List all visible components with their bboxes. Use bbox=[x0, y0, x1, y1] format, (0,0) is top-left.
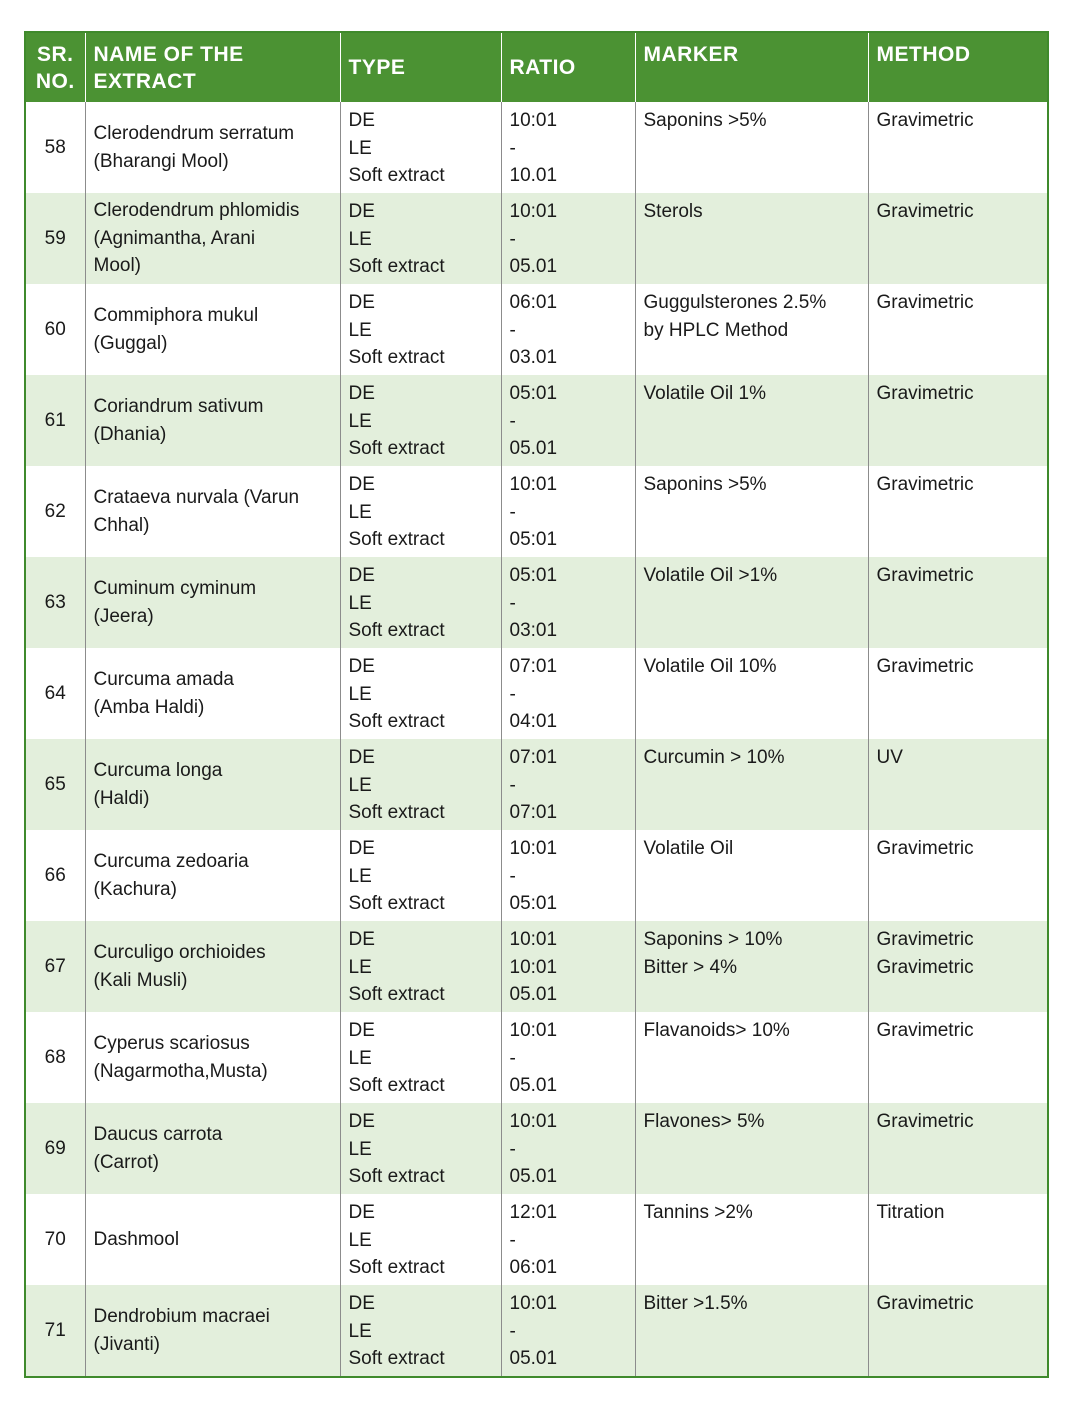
cell-type-line: Soft extract bbox=[348, 984, 445, 1005]
cell-extract-name bbox=[85, 1103, 340, 1194]
cell-ratio-line: - bbox=[509, 592, 516, 614]
cell-sr-no: 62 bbox=[25, 466, 85, 557]
cell-sr-no: 59 bbox=[25, 193, 85, 284]
cell-extract-name-line: Commiphora mukul bbox=[93, 305, 259, 326]
cell-type-line: Soft extract bbox=[348, 1075, 445, 1096]
cell-ratio-line: - bbox=[509, 1047, 516, 1069]
cell-method bbox=[868, 1103, 1048, 1194]
cell-sr-no: 63 bbox=[25, 557, 85, 648]
cell-ratio-line: 10:01 bbox=[509, 201, 558, 222]
cell-ratio-line: - bbox=[509, 319, 516, 341]
cell-ratio bbox=[501, 102, 635, 193]
cell-ratio-line: 10:01 bbox=[509, 1111, 558, 1132]
cell-method-line: Titration bbox=[876, 1202, 945, 1223]
cell-extract-name bbox=[85, 830, 340, 921]
cell-type-line: DE bbox=[348, 1111, 375, 1132]
cell-extract-name bbox=[85, 557, 340, 648]
header-name bbox=[85, 32, 340, 102]
cell-ratio-line: 05.01 bbox=[509, 1075, 558, 1096]
cell-ratio-line: 07:01 bbox=[509, 802, 558, 823]
cell-type-line: DE bbox=[348, 383, 375, 404]
cell-extract-name bbox=[85, 193, 340, 284]
cell-extract-name-line: (Jivanti) bbox=[93, 1333, 161, 1355]
cell-marker bbox=[635, 648, 868, 739]
cell-marker bbox=[635, 1012, 868, 1103]
cell-marker-line: Saponins > 10% bbox=[643, 929, 783, 950]
cell-type bbox=[340, 830, 501, 921]
cell-type-line: DE bbox=[348, 201, 375, 222]
cell-method-line: Gravimetric bbox=[876, 1020, 974, 1041]
cell-extract-name-line: Curcuma longa bbox=[93, 760, 223, 781]
cell-ratio-line: - bbox=[509, 1320, 516, 1342]
cell-extract-name-line: (Dhania) bbox=[93, 423, 167, 445]
cell-type-line: LE bbox=[348, 1138, 372, 1160]
cell-ratio bbox=[501, 830, 635, 921]
cell-ratio-line: - bbox=[509, 137, 516, 159]
cell-ratio-line: 05.01 bbox=[509, 438, 558, 459]
cell-marker-line: Bitter >1.5% bbox=[643, 1293, 748, 1314]
cell-sr-no: 68 bbox=[25, 1012, 85, 1103]
cell-marker-line: Curcumin > 10% bbox=[643, 747, 785, 768]
cell-method-line: Gravimetric bbox=[876, 838, 974, 859]
cell-type-line: DE bbox=[348, 292, 375, 313]
cell-marker-line: Tannins >2% bbox=[643, 1202, 753, 1223]
cell-marker-line: Volatile Oil >1% bbox=[643, 565, 778, 586]
cell-type-line: DE bbox=[348, 929, 375, 950]
cell-type-line: LE bbox=[348, 319, 372, 341]
cell-ratio bbox=[501, 284, 635, 375]
table-row bbox=[25, 1012, 1048, 1103]
cell-ratio-line: 05:01 bbox=[509, 893, 558, 914]
cell-type-line: Soft extract bbox=[348, 711, 445, 732]
cell-extract-name bbox=[85, 739, 340, 830]
header-method: METHOD bbox=[868, 32, 1048, 102]
cell-sr-no: 70 bbox=[25, 1194, 85, 1285]
cell-ratio-line: - bbox=[509, 410, 516, 432]
cell-method bbox=[868, 466, 1048, 557]
cell-type-line: DE bbox=[348, 1293, 375, 1314]
cell-method bbox=[868, 284, 1048, 375]
cell-marker bbox=[635, 284, 868, 375]
cell-ratio-line: - bbox=[509, 1138, 516, 1160]
cell-ratio-line: 06:01 bbox=[509, 292, 558, 313]
cell-marker bbox=[635, 1285, 868, 1377]
header-ratio: RATIO bbox=[501, 32, 635, 102]
cell-type bbox=[340, 466, 501, 557]
cell-ratio-line: 10:01 bbox=[509, 1020, 558, 1041]
cell-extract-name bbox=[85, 284, 340, 375]
cell-type-line: DE bbox=[348, 565, 375, 586]
cell-type bbox=[340, 1012, 501, 1103]
cell-ratio-line: 05.01 bbox=[509, 1166, 558, 1187]
table-row bbox=[25, 1285, 1048, 1377]
cell-type-line: Soft extract bbox=[348, 802, 445, 823]
cell-type-line: Soft extract bbox=[348, 347, 445, 368]
cell-extract-name-line: (Haldi) bbox=[93, 787, 150, 809]
cell-ratio bbox=[501, 1194, 635, 1285]
cell-method-line: Gravimetric bbox=[876, 565, 974, 586]
table-row bbox=[25, 1103, 1048, 1194]
cell-type bbox=[340, 648, 501, 739]
cell-method bbox=[868, 375, 1048, 466]
cell-method bbox=[868, 830, 1048, 921]
cell-type-line: LE bbox=[348, 592, 372, 614]
cell-extract-name-line: (Jeera) bbox=[93, 605, 154, 627]
table-row bbox=[25, 921, 1048, 1012]
cell-sr-no: 66 bbox=[25, 830, 85, 921]
cell-extract-name-line: Curculigo orchioides bbox=[93, 942, 266, 963]
cell-ratio-line: 05.01 bbox=[509, 1348, 558, 1369]
cell-method-line: Gravimetric bbox=[876, 956, 974, 978]
cell-type-line: LE bbox=[348, 683, 372, 705]
cell-type bbox=[340, 284, 501, 375]
cell-ratio bbox=[501, 739, 635, 830]
cell-extract-name-line: (Agnimantha, Arani bbox=[93, 227, 256, 249]
header-sr-line: NO. bbox=[35, 69, 75, 93]
cell-ratio-line: - bbox=[509, 1229, 516, 1251]
cell-marker-line: by HPLC Method bbox=[643, 319, 789, 341]
cell-ratio-line: 10:01 bbox=[509, 929, 558, 950]
cell-marker bbox=[635, 1194, 868, 1285]
cell-type-line: Soft extract bbox=[348, 620, 445, 641]
table-row bbox=[25, 375, 1048, 466]
cell-ratio-line: 07:01 bbox=[509, 747, 558, 768]
cell-ratio-line: 10:01 bbox=[509, 838, 558, 859]
cell-extract-name-line: Coriandrum sativum bbox=[93, 396, 264, 417]
table-row bbox=[25, 830, 1048, 921]
cell-type-line: LE bbox=[348, 774, 372, 796]
table-row bbox=[25, 466, 1048, 557]
table-header-row bbox=[25, 32, 1048, 102]
cell-ratio-line: 05:01 bbox=[509, 529, 558, 550]
cell-method bbox=[868, 193, 1048, 284]
cell-extract-name-line: Crataeva nurvala (Varun bbox=[93, 487, 300, 508]
cell-extract-name-line: (Bharangi Mool) bbox=[93, 150, 229, 172]
cell-ratio-line: - bbox=[509, 865, 516, 887]
table-row bbox=[25, 102, 1048, 193]
cell-type-line: DE bbox=[348, 747, 375, 768]
cell-marker-line: Flavones> 5% bbox=[643, 1111, 765, 1132]
cell-type bbox=[340, 1103, 501, 1194]
cell-type-line: Soft extract bbox=[348, 1348, 445, 1369]
header-sr-no bbox=[25, 32, 85, 102]
cell-extract-name bbox=[85, 1285, 340, 1377]
cell-extract-name bbox=[85, 1012, 340, 1103]
cell-type-line: LE bbox=[348, 501, 372, 523]
cell-ratio-line: 05:01 bbox=[509, 565, 558, 586]
table-row bbox=[25, 648, 1048, 739]
cell-method-line: Gravimetric bbox=[876, 292, 974, 313]
cell-method bbox=[868, 739, 1048, 830]
cell-marker bbox=[635, 739, 868, 830]
header-sr-line: SR. bbox=[36, 42, 74, 66]
cell-extract-name-line: Cuminum cyminum bbox=[93, 578, 257, 599]
cell-sr-no: 71 bbox=[25, 1285, 85, 1377]
cell-type bbox=[340, 1285, 501, 1377]
cell-ratio-line: - bbox=[509, 683, 516, 705]
cell-extract-name-line: Clerodendrum serratum bbox=[93, 123, 295, 144]
cell-ratio-line: 03:01 bbox=[509, 620, 558, 641]
cell-type-line: LE bbox=[348, 137, 372, 159]
cell-type-line: Soft extract bbox=[348, 529, 445, 550]
cell-extract-name-line: Clerodendrum phlomidis bbox=[93, 200, 300, 222]
cell-type bbox=[340, 557, 501, 648]
header-name-line: NAME OF THE bbox=[93, 42, 244, 66]
cell-ratio bbox=[501, 1285, 635, 1377]
cell-type-line: Soft extract bbox=[348, 1257, 445, 1278]
cell-type-line: LE bbox=[348, 1320, 372, 1342]
cell-type-line: LE bbox=[348, 1047, 372, 1069]
cell-method bbox=[868, 1012, 1048, 1103]
cell-type-line: DE bbox=[348, 110, 375, 131]
cell-type-line: LE bbox=[348, 1229, 372, 1251]
cell-ratio-line: 05.01 bbox=[509, 984, 558, 1005]
cell-method bbox=[868, 1285, 1048, 1377]
cell-sr-no: 65 bbox=[25, 739, 85, 830]
cell-ratio bbox=[501, 648, 635, 739]
cell-type-line: DE bbox=[348, 1020, 375, 1041]
cell-type-line: DE bbox=[348, 474, 375, 495]
cell-sr-no: 69 bbox=[25, 1103, 85, 1194]
cell-ratio-line: 03.01 bbox=[509, 347, 558, 368]
cell-marker-line: Volatile Oil bbox=[643, 838, 734, 859]
cell-marker-line: Volatile Oil 1% bbox=[643, 383, 767, 404]
cell-method bbox=[868, 1194, 1048, 1285]
cell-marker bbox=[635, 921, 868, 1012]
cell-marker-line: Volatile Oil 10% bbox=[643, 656, 777, 677]
cell-ratio-line: 10:01 bbox=[509, 1293, 558, 1314]
cell-method-line: Gravimetric bbox=[876, 474, 974, 495]
cell-type-line: DE bbox=[348, 656, 375, 677]
cell-type-line: Soft extract bbox=[348, 165, 445, 186]
cell-method-line: Gravimetric bbox=[876, 656, 974, 677]
cell-marker bbox=[635, 830, 868, 921]
extract-table-container bbox=[24, 31, 1047, 1378]
cell-method-line: Gravimetric bbox=[876, 383, 974, 404]
cell-type-line: LE bbox=[348, 956, 372, 978]
cell-ratio-line: 04:01 bbox=[509, 711, 558, 732]
cell-extract-name bbox=[85, 648, 340, 739]
cell-extract-name-line: (Amba Haldi) bbox=[93, 696, 205, 718]
cell-extract-name bbox=[85, 375, 340, 466]
cell-sr-no: 58 bbox=[25, 102, 85, 193]
cell-ratio bbox=[501, 1103, 635, 1194]
cell-marker bbox=[635, 1103, 868, 1194]
cell-type bbox=[340, 375, 501, 466]
cell-extract-name-line: (Guggal) bbox=[93, 332, 168, 354]
cell-ratio-line: 07:01 bbox=[509, 656, 558, 677]
cell-type bbox=[340, 739, 501, 830]
cell-marker-line: Flavanoids> 10% bbox=[643, 1020, 790, 1041]
cell-type bbox=[340, 921, 501, 1012]
cell-method-line: Gravimetric bbox=[876, 201, 974, 222]
cell-extract-name bbox=[85, 1194, 340, 1285]
header-name-line: EXTRACT bbox=[93, 69, 197, 93]
cell-extract-name-line: (Kali Musli) bbox=[93, 969, 188, 991]
cell-marker bbox=[635, 102, 868, 193]
cell-ratio bbox=[501, 921, 635, 1012]
header-marker: MARKER bbox=[635, 32, 868, 102]
cell-method-line: Gravimetric bbox=[876, 929, 974, 950]
cell-method-line: UV bbox=[876, 747, 903, 768]
table-row bbox=[25, 193, 1048, 284]
table-row bbox=[25, 284, 1048, 375]
cell-ratio bbox=[501, 1012, 635, 1103]
cell-ratio-line: 10:01 bbox=[509, 110, 558, 131]
cell-extract-name-line: Curcuma amada bbox=[93, 669, 234, 690]
cell-type-line: DE bbox=[348, 1202, 375, 1223]
cell-ratio-line: - bbox=[509, 228, 516, 250]
cell-type bbox=[340, 193, 501, 284]
cell-sr-no: 64 bbox=[25, 648, 85, 739]
cell-extract-name-line: (Kachura) bbox=[93, 878, 177, 900]
cell-extract-name bbox=[85, 466, 340, 557]
cell-type-line: Soft extract bbox=[348, 893, 445, 914]
cell-ratio-line: 10.01 bbox=[509, 165, 558, 186]
cell-marker bbox=[635, 557, 868, 648]
cell-sr-no: 60 bbox=[25, 284, 85, 375]
cell-extract-name-line: Mool) bbox=[93, 255, 142, 277]
cell-extract-name-line: Chhal) bbox=[93, 514, 150, 536]
cell-marker-line: Bitter > 4% bbox=[643, 956, 737, 978]
table-row bbox=[25, 739, 1048, 830]
cell-ratio-line: - bbox=[509, 774, 516, 796]
cell-extract-name-line: Dashmool bbox=[93, 1228, 180, 1250]
cell-type-line: LE bbox=[348, 228, 372, 250]
cell-ratio-line: 10:01 bbox=[509, 474, 558, 495]
cell-marker-line: Guggulsterones 2.5% bbox=[643, 292, 827, 313]
cell-method bbox=[868, 648, 1048, 739]
cell-type-line: LE bbox=[348, 410, 372, 432]
cell-extract-name bbox=[85, 921, 340, 1012]
cell-sr-no: 61 bbox=[25, 375, 85, 466]
cell-method-line: Gravimetric bbox=[876, 110, 974, 131]
cell-ratio-line: 10:01 bbox=[509, 956, 558, 978]
cell-type-line: Soft extract bbox=[348, 256, 445, 277]
cell-extract-name bbox=[85, 102, 340, 193]
cell-ratio bbox=[501, 375, 635, 466]
cell-type-line: LE bbox=[348, 865, 372, 887]
table-body bbox=[25, 102, 1048, 1377]
cell-ratio bbox=[501, 466, 635, 557]
cell-ratio-line: 05:01 bbox=[509, 383, 558, 404]
cell-ratio-line: 12:01 bbox=[509, 1202, 558, 1223]
cell-ratio-line: - bbox=[509, 501, 516, 523]
cell-extract-name-line: Cyperus scariosus bbox=[93, 1033, 250, 1054]
cell-extract-name-line: Curcuma zedoaria bbox=[93, 851, 249, 872]
table-row bbox=[25, 557, 1048, 648]
cell-ratio-line: 05.01 bbox=[509, 256, 558, 277]
cell-marker bbox=[635, 466, 868, 557]
header-type: TYPE bbox=[340, 32, 501, 102]
cell-type-line: Soft extract bbox=[348, 1166, 445, 1187]
cell-method bbox=[868, 557, 1048, 648]
cell-method bbox=[868, 102, 1048, 193]
cell-method-line: Gravimetric bbox=[876, 1111, 974, 1132]
cell-type-line: Soft extract bbox=[348, 438, 445, 459]
cell-type bbox=[340, 102, 501, 193]
table-row bbox=[25, 1194, 1048, 1285]
cell-marker-line: Sterols bbox=[643, 201, 703, 222]
cell-type bbox=[340, 1194, 501, 1285]
cell-marker-line: Saponins >5% bbox=[643, 110, 767, 131]
cell-method bbox=[868, 921, 1048, 1012]
extract-table bbox=[24, 31, 1049, 1378]
cell-method-line: Gravimetric bbox=[876, 1293, 974, 1314]
cell-extract-name-line: (Carrot) bbox=[93, 1151, 159, 1173]
cell-ratio bbox=[501, 193, 635, 284]
cell-marker bbox=[635, 375, 868, 466]
cell-ratio-line: 06:01 bbox=[509, 1257, 558, 1278]
cell-extract-name-line: Daucus carrota bbox=[93, 1124, 223, 1145]
cell-marker bbox=[635, 193, 868, 284]
cell-ratio bbox=[501, 557, 635, 648]
cell-sr-no: 67 bbox=[25, 921, 85, 1012]
cell-extract-name-line: Dendrobium macraei bbox=[93, 1306, 270, 1327]
cell-marker-line: Saponins >5% bbox=[643, 474, 767, 495]
cell-type-line: DE bbox=[348, 838, 375, 859]
cell-extract-name-line: (Nagarmotha,Musta) bbox=[93, 1060, 268, 1082]
